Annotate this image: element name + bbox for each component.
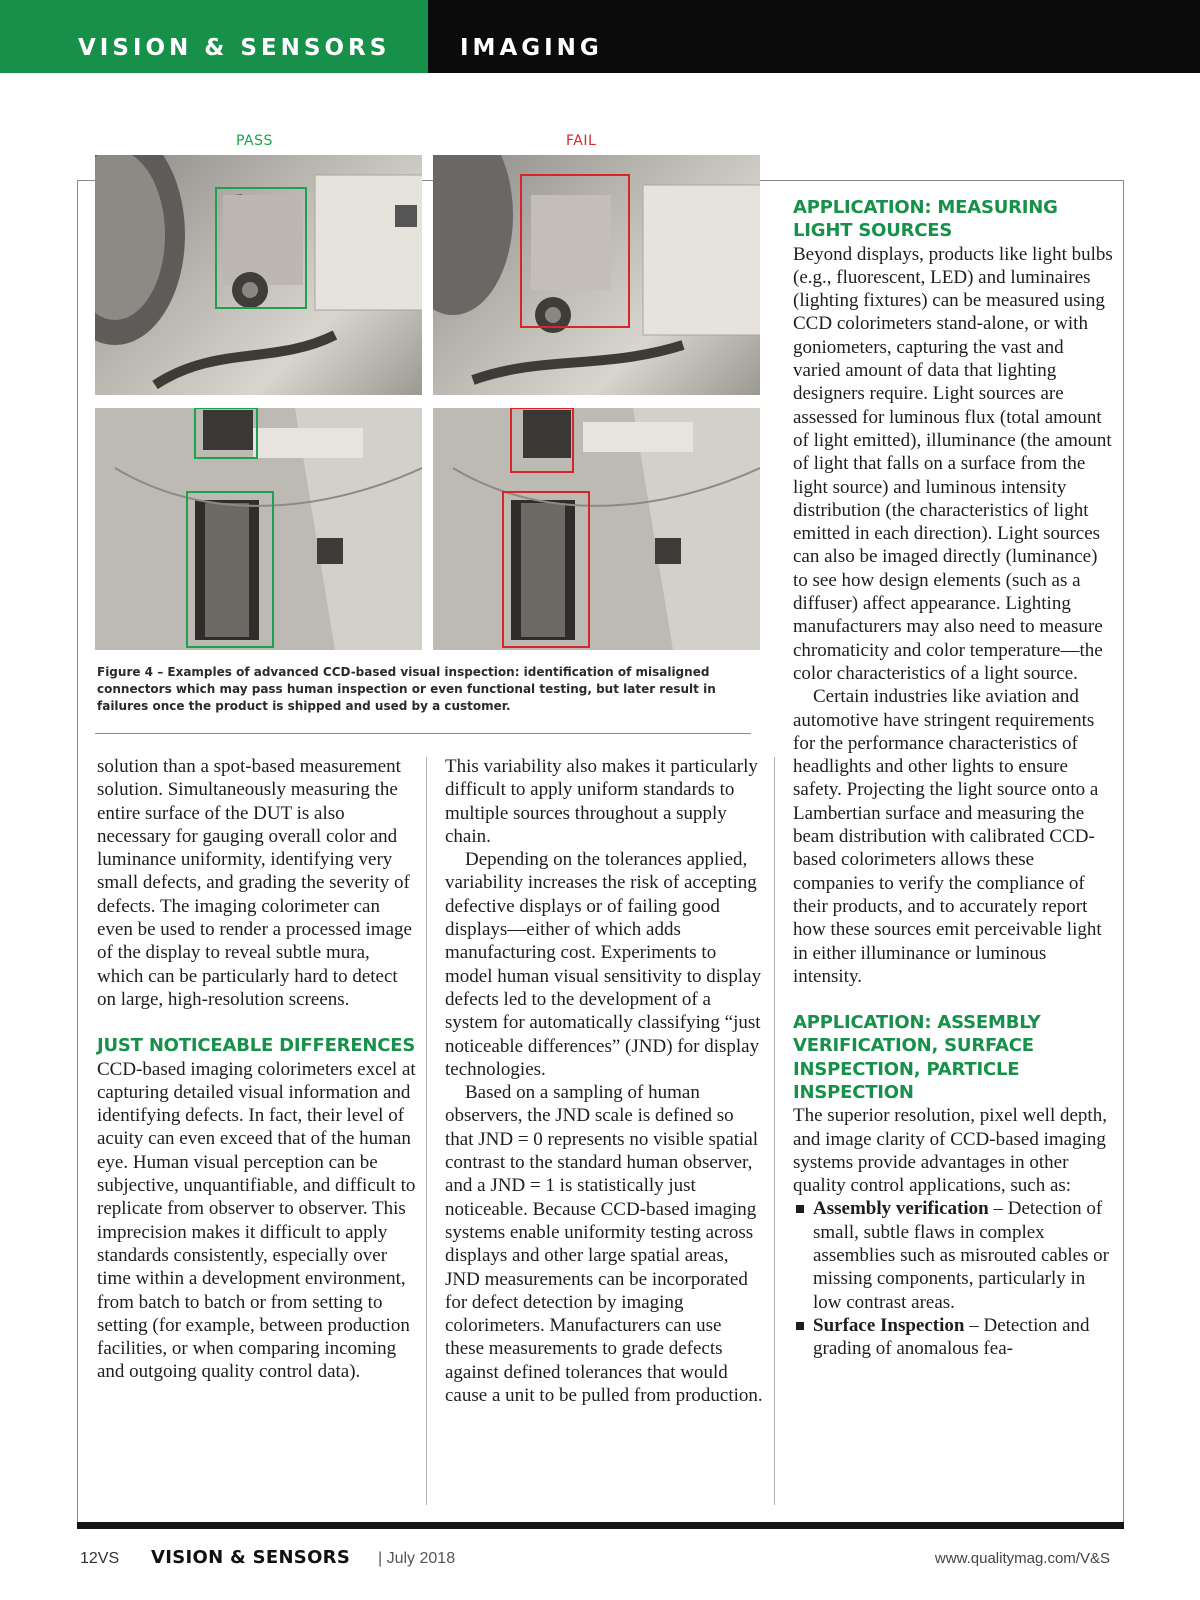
frame-right-rule bbox=[1123, 180, 1124, 1523]
issue-date: | July 2018 bbox=[378, 1550, 456, 1567]
text-column-1 bbox=[97, 755, 417, 1384]
fail-photo-top bbox=[433, 155, 760, 395]
bullet-list bbox=[793, 1197, 1113, 1360]
paragraph: solution than a spot-based measurement solution. Simultaneously measuring the entire surface of the DUT is also necessary for gauging overall color and luminance uniformity, identifying very small defects, and grading the severity of defects. The imaging colorimeter can even be used to render a processed image of the display to reveal subtle mura, which can be particularly hard to detect on large, high-resolution screens. bbox=[97, 756, 412, 1010]
paragraph: Certain industries like aviation and automotive have stringent requirements for the performance characteristics of headlights and other lights to ensure safety. Projecting the light source onto a Lambertian surface and measuring the beam distribution with calibrated CCD-based colorimeters allows these companies to verify the compliance of their products, and to accurately report how these sources emit perceivable light in either illuminance or luminous intensity. bbox=[793, 686, 1102, 987]
fail-photo-bottom bbox=[433, 408, 760, 650]
footer-rule bbox=[77, 1522, 1124, 1529]
text-column-2 bbox=[445, 755, 765, 1407]
bullet-text: – Detection and grading of anomalous fea- bbox=[813, 1314, 1090, 1360]
fail-label: FAIL bbox=[566, 133, 597, 149]
section-heading: JUST NOTICEABLE DIFFERENCES bbox=[97, 1035, 416, 1057]
paragraph: This variability also makes it particularly difficult to apply uniform standards to multiple sources throughout a supply chain. bbox=[445, 756, 758, 847]
paragraph: The superior resolution, pixel well depth, and image clarity of CCD-based imaging systems provide advantages in other quality control applications, such as: bbox=[793, 1105, 1107, 1197]
bullet-text: – Detection of small, subtle flaws in complex assemblies such as misrouted cables or missing components, particularly in low contrast areas. bbox=[813, 1198, 1110, 1313]
pass-label: PASS bbox=[236, 133, 273, 149]
text-column-3 bbox=[793, 196, 1113, 1361]
section-banner: VISION & SENSORS bbox=[0, 0, 428, 73]
magazine-name: VISION & SENSORS bbox=[151, 1547, 351, 1568]
paragraph: Based on a sampling of human observers, the JND scale is defined so that JND = 0 represents no visible spatial contrast to the standard human observer, and a JND = 1 is statistically just noticeable. Because CCD-based imaging systems enable uniformity testing across displays and other large spatial areas, JND measurements can be incorporated for defect detection by imaging colorimeters. Manufacturers can use these measurements to grade defects against defined tolerances that would cause a unit to be pulled from production. bbox=[445, 1082, 763, 1407]
topic-banner: IMAGING bbox=[428, 0, 1200, 73]
section-heading: APPLICATION: MEASURING LIGHT SOURCES bbox=[793, 197, 1058, 242]
website-url: www.qualitymag.com/V&S bbox=[934, 1550, 1110, 1567]
column-divider bbox=[774, 757, 775, 1505]
list-item bbox=[793, 1197, 1113, 1313]
pass-photo-top bbox=[95, 155, 422, 395]
list-item bbox=[793, 1314, 1113, 1361]
bullet-term: Surface Inspection bbox=[813, 1314, 965, 1336]
figure-caption: Figure 4 – Examples of advanced CCD-based visual inspection: identification of misaligned connectors which may pass human inspection or even functional testing, but later result in failures once the product is shipped and used by a customer. bbox=[97, 665, 716, 713]
bullet-term: Assembly verification bbox=[813, 1198, 989, 1220]
paragraph: CCD-based imaging colorimeters excel at capturing detailed visual information and identifying defects. In fact, their level of acuity can even exceed that of the human eye. Human visual perception can be subjective, unquantifiable, and difficult to replicate from observer to observer. This imprecision makes it difficult to apply standards consistently, especially over time within a development environment, from batch to batch or from setting to setting (for example, between production facilities, or when comparing incoming and outgoing quality control data). bbox=[97, 1058, 416, 1383]
frame-left-rule bbox=[77, 180, 78, 1523]
section-heading: APPLICATION: ASSEMBLY VERIFICATION, SURFACE INSPECTION, PARTICLE INSPECTION bbox=[793, 1012, 1041, 1103]
column-divider bbox=[426, 757, 427, 1505]
pass-photo-bottom bbox=[95, 408, 422, 650]
paragraph: Beyond displays, products like light bulbs (e.g., fluorescent, LED) and luminaires (lighting fixtures) can be measured using CCD colorimeters stand-alone, or with goniometers, capturing the vast and varied amount of data that lighting designers require. Light sources are assessed for luminous flux (total amount of light emitted), illuminance (the amount of light that falls on a surface from the light source) and luminous intensity distribution (the characteristics of light emitted in each direction). Light sources can also be imaged directly (luminance) to see how design elements (such as a diffuser) affect appearance. Lighting manufacturers may also need to measure chromaticity and color temperature—the color characteristics of a light source. bbox=[793, 243, 1113, 684]
caption-divider bbox=[95, 733, 751, 734]
page-number: 12VS bbox=[80, 1550, 120, 1567]
paragraph: Depending on the tolerances applied, variability increases the risk of accepting defective displays or of failing good displays—either of which adds manufacturing cost. Experiments to model human visual sensitivity to display defects led to the development of a system for automatically classifying “just noticeable differences” (JND) for display technologies. bbox=[445, 849, 762, 1080]
